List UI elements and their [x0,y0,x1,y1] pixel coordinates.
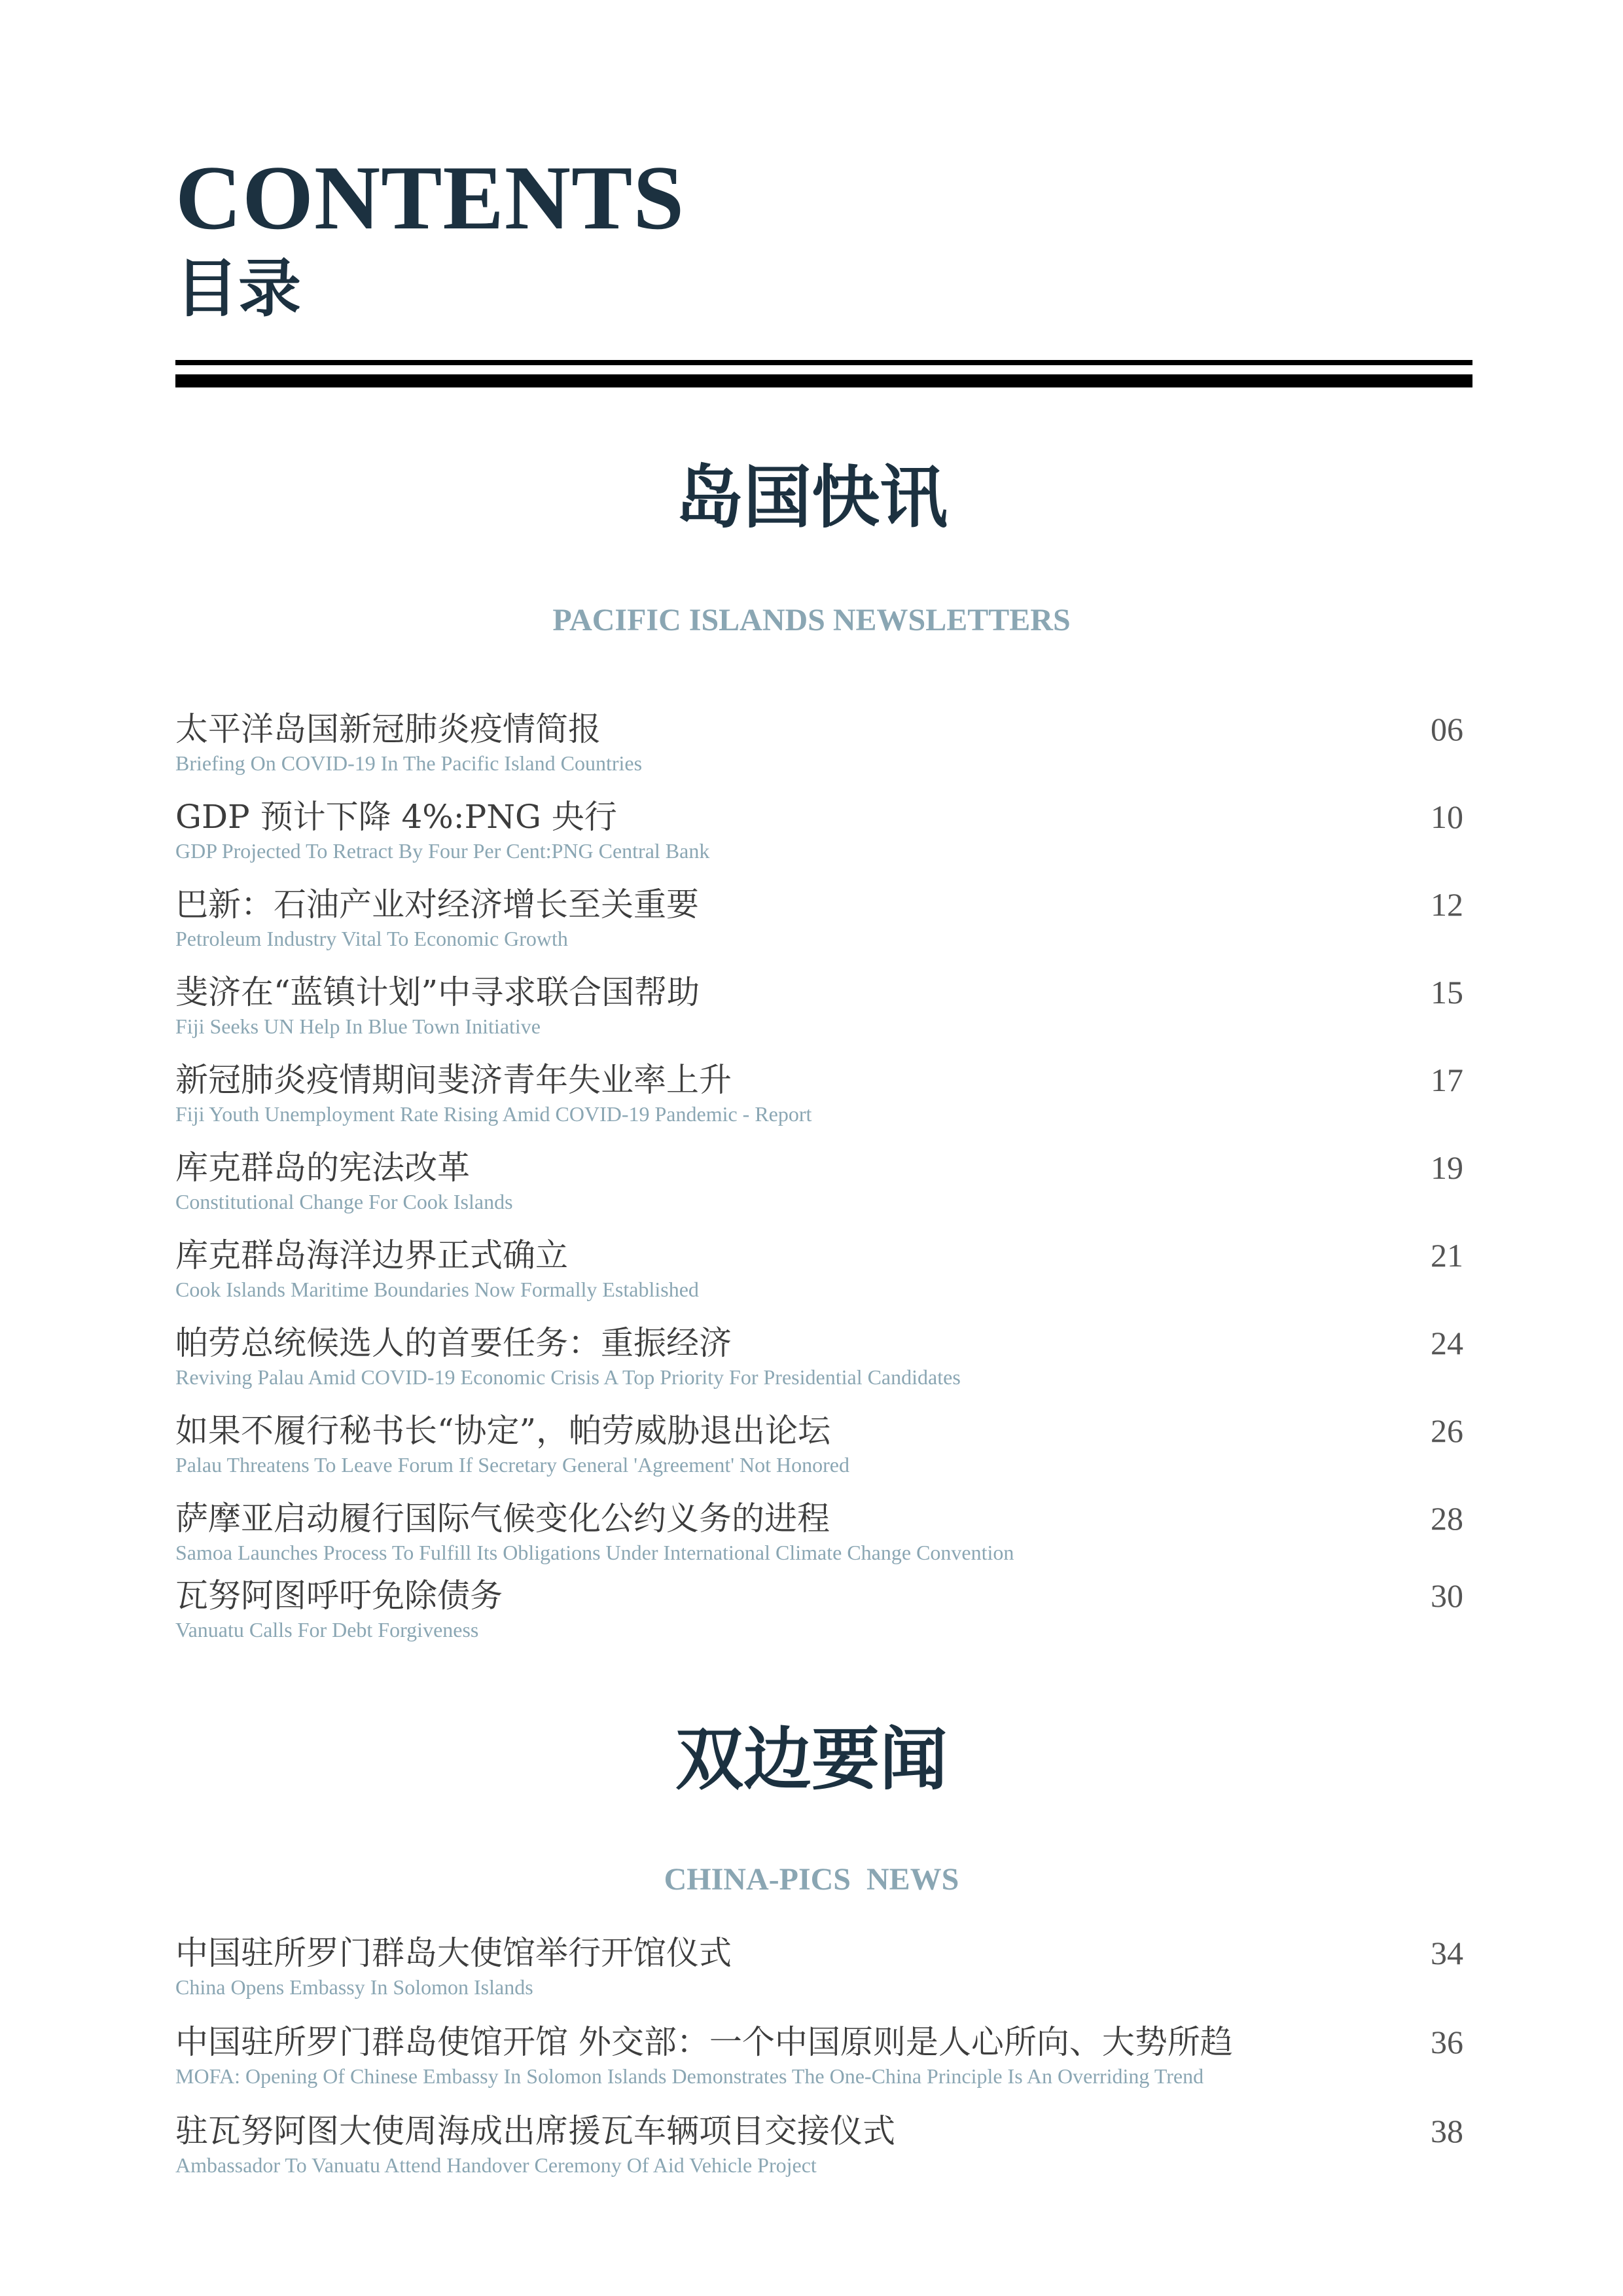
toc-entry[interactable] [175,2110,1472,2199]
toc-entry[interactable] [175,796,1472,884]
toc-entry[interactable] [175,2021,1472,2110]
toc-entry[interactable] [175,1498,1472,1575]
entry-title-en: Briefing On COVID-19 In The Pacific Island Countries [175,751,643,775]
entry-page-number: 38 [1431,2113,1463,2149]
entry-title-en: Fiji Youth Unemployment Rate Rising Amid COVID-19 Pandemic - Report [175,1102,812,1126]
contents-title: CONTENTS [175,147,685,249]
toc-entry[interactable] [175,1410,1472,1498]
entry-page-number: 17 [1431,1062,1463,1098]
header-rule-thin [175,360,1472,365]
entry-page-number: 12 [1431,886,1463,923]
entry-title-en: Cook Islands Maritime Boundaries Now Formally Established [175,1278,699,1301]
entry-title-zh: 如果不履行秘书长“协定”，帕劳威胁退出论坛 [175,1412,831,1450]
entry-title-zh: 库克群岛海洋边界正式确立 [175,1236,568,1274]
toc-entry[interactable] [175,884,1472,971]
entry-title-zh: 斐济在“蓝镇计划”中寻求联合国帮助 [175,973,700,1011]
entry-title-en: Palau Threatens To Leave Forum If Secretary General 'Agreement' Not Honored [175,1453,849,1477]
entry-title-en: Samoa Launches Process To Fulfill Its Obligations Under International Climate Change Convention [175,1541,1014,1564]
entry-title-zh: 太平洋岛国新冠肺炎疫情简报 [175,710,601,748]
entry-page-number: 15 [1431,974,1463,1011]
entry-title-zh: 萨摩亚启动履行国际气候变化公约义务的进程 [175,1499,830,1537]
entry-title-zh: 帕劳总统候选人的首要任务：重振经济 [175,1324,732,1362]
entry-page-number: 26 [1431,1412,1463,1449]
section-title-zh: 岛国快讯 [675,457,948,537]
toc-entry[interactable] [175,971,1472,1059]
entry-page-number: 10 [1431,798,1463,835]
entry-title-en: Petroleum Industry Vital To Economic Growth [175,927,568,950]
entry-title-zh: 中国驻所罗门群岛使馆开馆 外交部：一个中国原则是人心所向、大势所趋 [175,2023,1233,2061]
entry-title-en: GDP Projected To Retract By Four Per Cent:PNG Central Bank [175,839,710,863]
entry-title-zh: 巴新：石油产业对经济增长至关重要 [175,886,699,924]
entry-page-number: 19 [1431,1149,1463,1186]
entry-title-en: Fiji Seeks UN Help In Blue Town Initiative [175,1014,541,1038]
header-rule-thick [175,374,1472,387]
entry-title-zh: 瓦努阿图呼吁免除债务 [175,1577,503,1615]
entry-title-zh: GDP 预计下降 4%:PNG 央行 [175,798,617,836]
entry-title-en: China Opens Embassy In Solomon Islands [175,1975,533,1999]
entry-title-en: Constitutional Change For Cook Islands [175,1190,513,1213]
section-title-en: CHINA-PICS NEWS [664,1862,959,1897]
section-title-zh: 双边要闻 [675,1719,948,1799]
entry-title-zh: 驻瓦努阿图大使周海成出席援瓦车辆项目交接仪式 [175,2112,895,2150]
entry-title-en: Vanuatu Calls For Debt Forgiveness [175,1618,479,1641]
entry-page-number: 36 [1431,2024,1463,2060]
entry-title-en: Reviving Palau Amid COVID-19 Economic Crisis A Top Priority For Presidential Candidates [175,1365,961,1389]
entry-title-zh: 中国驻所罗门群岛大使馆举行开馆仪式 [175,1934,732,1972]
entry-page-number: 34 [1431,1935,1463,1971]
toc-entry[interactable] [175,708,1472,796]
entry-page-number: 21 [1431,1237,1463,1274]
entry-page-number: 28 [1431,1500,1463,1537]
entry-title-zh: 库克群岛的宪法改革 [175,1149,470,1187]
entry-title-en: MOFA: Opening Of Chinese Embassy In Solomon Islands Demonstrates The One-China Principle Is An Overriding Trend [175,2064,1204,2088]
toc-entry[interactable] [175,1932,1472,2021]
toc-list-pacific-islands [175,708,1472,1662]
entry-page-number: 24 [1431,1325,1463,1361]
section-title-en: PACIFIC ISLANDS NEWSLETTERS [552,603,1071,637]
toc-entry[interactable] [175,1147,1472,1234]
entry-title-zh: 新冠肺炎疫情期间斐济青年失业率上升 [175,1061,732,1099]
contents-title-zh: 目录 [175,251,301,325]
toc-entry[interactable] [175,1575,1472,1662]
toc-list-china-pics [175,1932,1472,2199]
toc-entry[interactable] [175,1059,1472,1147]
toc-entry[interactable] [175,1322,1472,1410]
entry-page-number: 06 [1431,711,1463,747]
entry-title-en: Ambassador To Vanuatu Attend Handover Ceremony Of Aid Vehicle Project [175,2153,817,2177]
toc-entry[interactable] [175,1234,1472,1322]
entry-page-number: 30 [1431,1577,1463,1614]
